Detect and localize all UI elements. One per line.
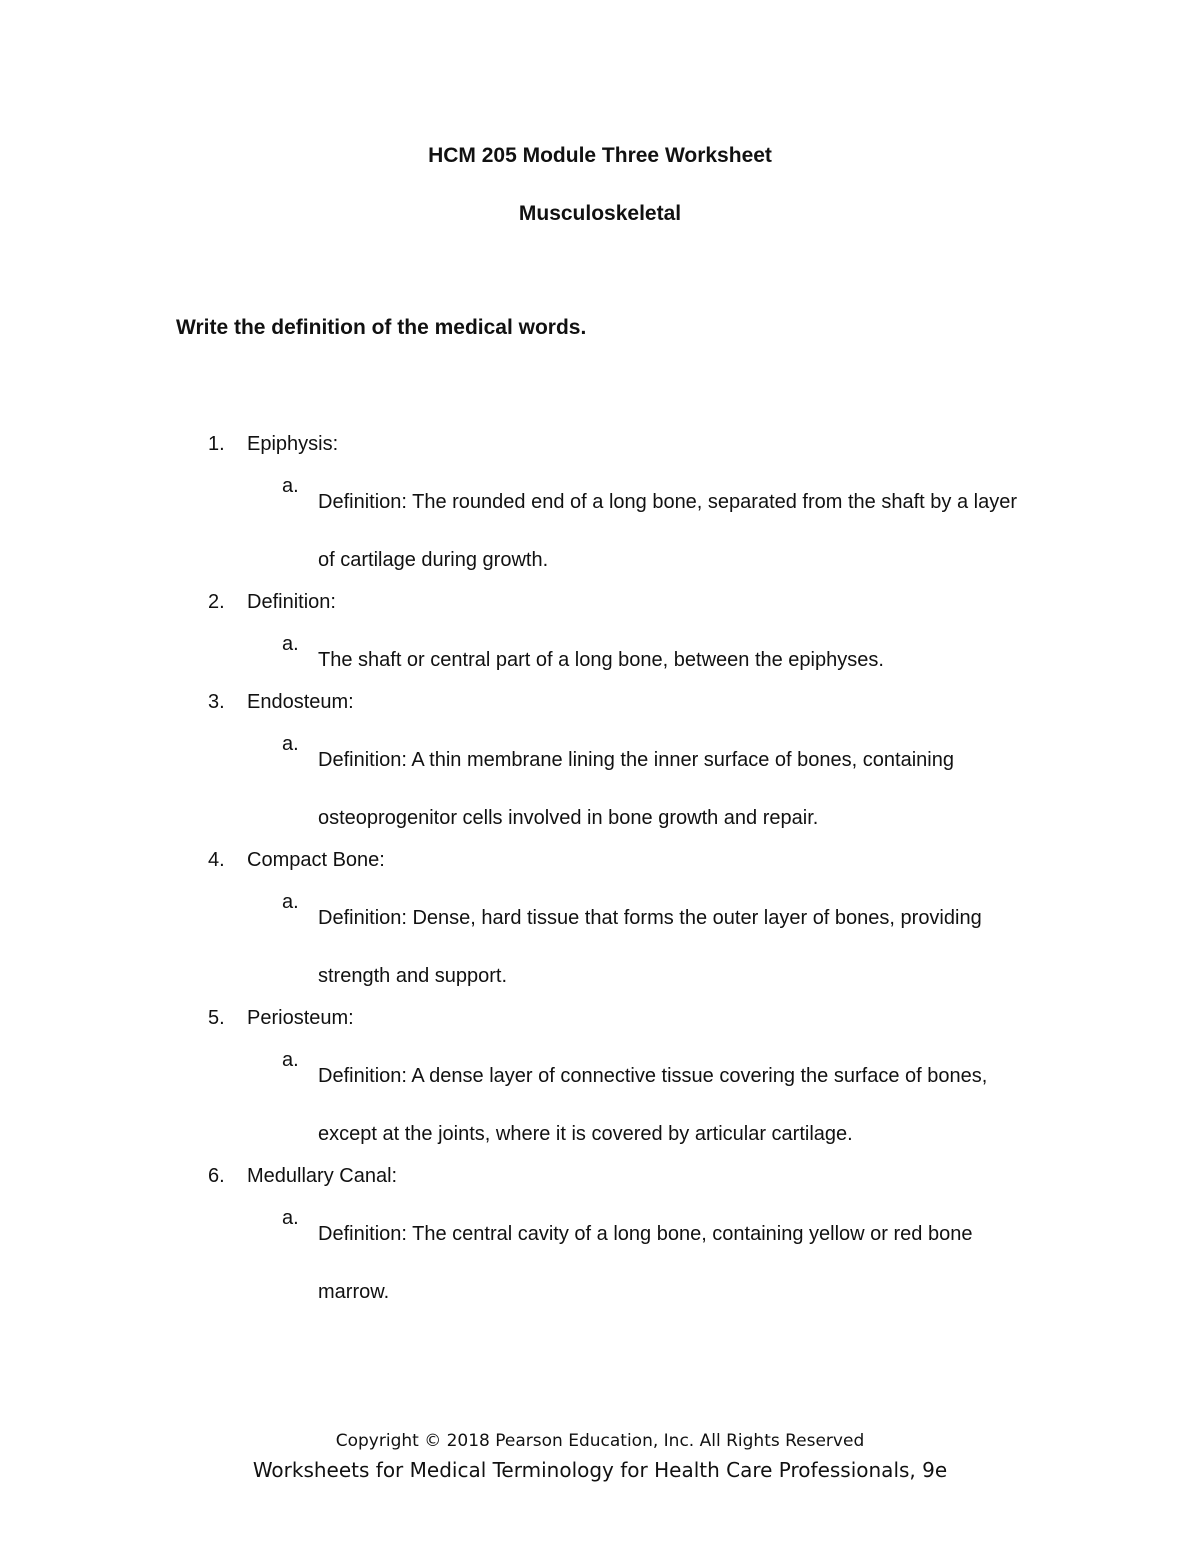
page-title: HCM 205 Module Three Worksheet: [428, 144, 772, 167]
term-number: 5.: [208, 1007, 225, 1029]
term-number: 1.: [208, 433, 225, 455]
term-number: 4.: [208, 849, 225, 871]
footer-copyright: Copyright © 2018 Pearson Education, Inc. All Rights Reserved: [335, 1431, 865, 1451]
term-item: [0, 589, 1200, 689]
term-item: [0, 847, 1200, 1005]
definition-text: Definition: A thin membrane lining the inner surface of bones, containing osteoprogenitor cells involved in bone growth and repair.: [318, 749, 954, 829]
definition-text: Definition: The central cavity of a long bone, containing yellow or red bone marrow.: [318, 1223, 973, 1303]
term-label: Periosteum:: [247, 1007, 354, 1029]
definition-text: The shaft or central part of a long bone, between the epiphyses.: [318, 649, 884, 671]
definition-letter: a.: [282, 633, 299, 655]
term-label: Compact Bone:: [247, 849, 385, 871]
definition-text: Definition: The rounded end of a long bone, separated from the shaft by a layer of cartilage during growth.: [318, 491, 1017, 571]
term-number: 2.: [208, 591, 225, 613]
term-item: [0, 1163, 1200, 1321]
definition-text: Definition: A dense layer of connective tissue covering the surface of bones, except at the joints, where it is covered by articular cartilage.: [318, 1065, 988, 1145]
term-label: Epiphysis:: [247, 433, 339, 455]
term-number: 3.: [208, 691, 225, 713]
page-subtitle: Musculoskeletal: [518, 202, 682, 225]
footer-book-title: Worksheets for Medical Terminology for Health Care Professionals, 9e: [252, 1458, 948, 1482]
term-label: Medullary Canal:: [247, 1165, 398, 1187]
definition-letter: a.: [282, 733, 299, 755]
instructions: Write the definition of the medical words.: [176, 316, 587, 339]
term-number: 6.: [208, 1165, 225, 1187]
definition-letter: a.: [282, 1049, 299, 1071]
definition-letter: a.: [282, 891, 299, 913]
term-label: Endosteum:: [247, 691, 354, 713]
term-item: [0, 1005, 1200, 1163]
term-item: [0, 431, 1200, 589]
term-item: [0, 689, 1200, 847]
definition-letter: a.: [282, 475, 299, 497]
term-list: [0, 431, 1200, 1321]
definition-text: Definition: Dense, hard tissue that forms the outer layer of bones, providing strength and support.: [318, 907, 982, 987]
definition-letter: a.: [282, 1207, 299, 1229]
term-label: Definition:: [247, 591, 336, 613]
